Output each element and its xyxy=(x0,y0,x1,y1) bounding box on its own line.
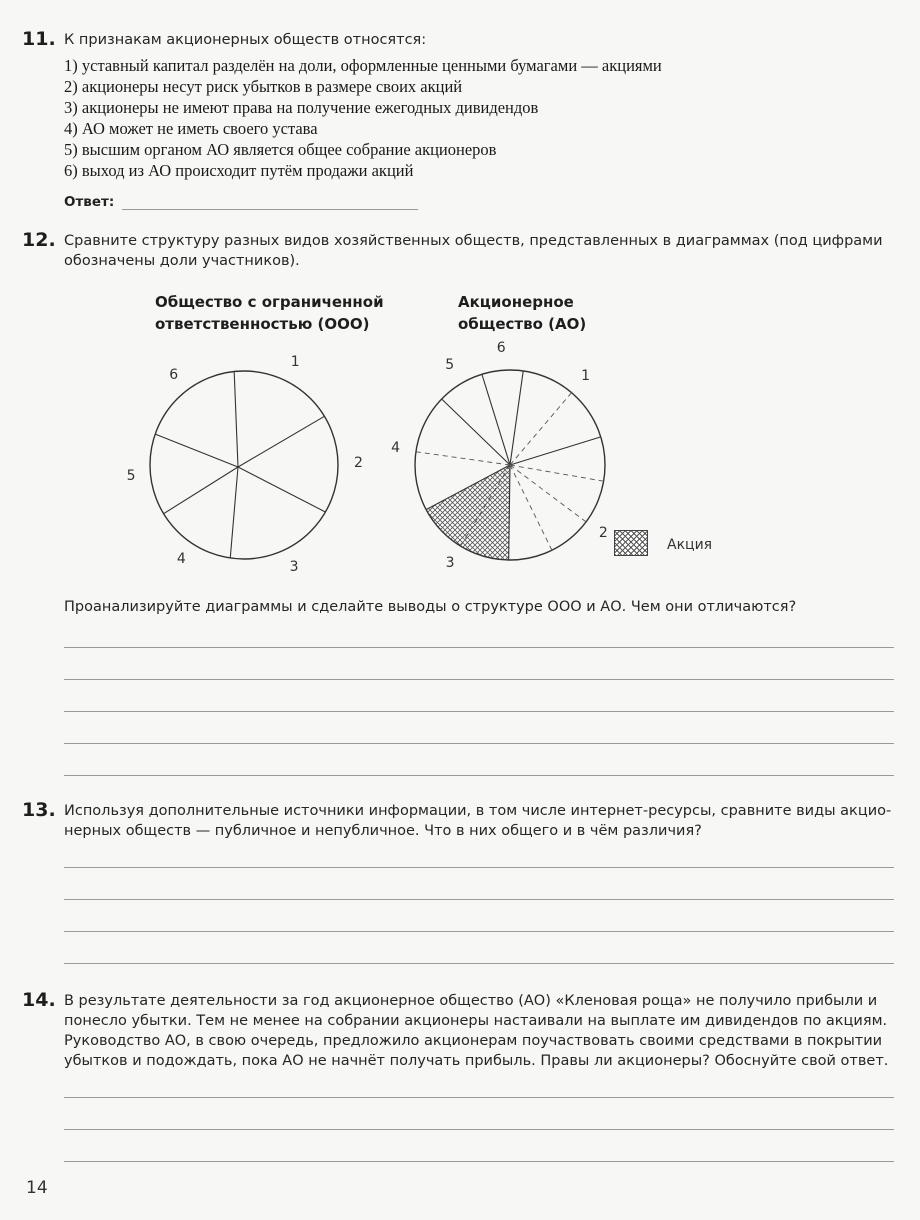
q11-option-1: 1) уставный капитал разделён на доли, оформленные ценными бумагами — акциями xyxy=(64,56,662,75)
ao-diagram-title-line1: Акционерное xyxy=(458,293,574,311)
answer-line[interactable] xyxy=(64,963,894,964)
ao-pie-label-2: 2 xyxy=(598,525,608,542)
question-12-analysis-prompt: Проанализируйте диаграммы и сделайте выводы о структуре ООО и АО. Чем они отличаются? xyxy=(64,599,797,615)
ooo-pie-label-6: 6 xyxy=(169,366,179,383)
answer-line[interactable] xyxy=(64,867,894,868)
ooo-diagram-title-line2: ответственностью (ООО) xyxy=(155,315,370,333)
ao-pie-share-divider xyxy=(510,393,572,465)
answer-line[interactable] xyxy=(64,899,894,900)
ooo-pie-slice-boundary-1 xyxy=(234,372,238,467)
ao-pie-label-6: 6 xyxy=(496,340,506,357)
question-14-text-line2: понесло убытки. Тем не менее на собрании акционеры настаивали на выплате им дивидендов по акциям. xyxy=(64,1013,888,1029)
ao-pie-label-1: 1 xyxy=(581,367,591,384)
ooo-pie-label-5: 5 xyxy=(126,467,136,484)
share-legend-text: Акция xyxy=(667,537,713,553)
ao-pie-label-5: 5 xyxy=(445,357,455,374)
q11-option-6: 6) выход из АО происходит путём продажи акций xyxy=(64,161,414,180)
ao-pie-share-divider xyxy=(510,465,586,522)
answer-line[interactable] xyxy=(64,743,894,744)
answer-line[interactable] xyxy=(64,711,894,712)
ooo-pie-label-1: 1 xyxy=(290,353,300,370)
page-number: 14 xyxy=(26,1178,48,1198)
ooo-pie-slice-boundary-2 xyxy=(238,416,324,467)
q11-answer-label: Ответ: xyxy=(64,194,115,210)
ao-pie-slice-boundary-1 xyxy=(510,371,523,465)
ao-diagram-title-line2: общество (АО) xyxy=(458,315,587,333)
answer-line[interactable] xyxy=(64,1161,894,1162)
question-13-number: 13. xyxy=(22,799,56,821)
question-13-text-line1: Используя дополнительные источники информации, в том числе интернет-ресурсы, сравните виды акцио- xyxy=(64,803,892,819)
share-legend-swatch xyxy=(614,530,648,556)
question-11-text: К признакам акционерных обществ относятся: xyxy=(64,32,427,48)
ooo-pie-slice-boundary-6 xyxy=(155,434,238,467)
ao-pie-slice-3-share xyxy=(426,465,510,560)
ao-pie-label-3: 3 xyxy=(445,555,455,571)
question-14-text-line4: убытков и подождать, пока АО не начнёт получать прибыль. Правы ли акционеры? Обоснуйте свой ответ. xyxy=(64,1053,889,1069)
answer-line[interactable] xyxy=(64,647,894,648)
q11-option-3: 3) акционеры не имеют права на получение ежегодных дивидендов xyxy=(64,98,539,117)
question-14-number: 14. xyxy=(22,989,56,1011)
ao-pie-share-divider xyxy=(510,465,552,550)
answer-line[interactable] xyxy=(64,775,894,776)
ooo-pie-label-3: 3 xyxy=(289,558,299,575)
ooo-pie-label-4: 4 xyxy=(176,550,186,567)
answer-line[interactable] xyxy=(64,1129,894,1130)
answer-line[interactable] xyxy=(64,1097,894,1098)
q11-option-5: 5) высшим органом АО является общее собрание акционеров xyxy=(64,140,497,159)
question-11-number: 11. xyxy=(22,28,56,50)
question-13-text-line2: нерных обществ — публичное и непубличное. Что в них общего и в чём различия? xyxy=(64,823,702,839)
ooo-diagram-title-line1: Общество с ограниченной xyxy=(155,293,384,311)
question-12-text-line2: обозначены доли участников). xyxy=(64,253,300,269)
ooo-pie-slice-boundary-4 xyxy=(230,467,238,558)
ooo-pie-slice-boundary-5 xyxy=(164,467,238,514)
answer-line[interactable] xyxy=(64,679,894,680)
ooo-pie-circle xyxy=(150,371,338,559)
question-14-text-line1: В результате деятельности за год акционерное общество (АО) «Кленовая роща» не получило прибыли и xyxy=(64,993,878,1009)
ao-pie-slice-boundary-2 xyxy=(510,437,601,465)
question-12-number: 12. xyxy=(22,229,56,251)
ao-pie-share-divider xyxy=(416,452,510,465)
ooo-pie-label-2: 2 xyxy=(353,454,363,471)
answer-line[interactable] xyxy=(64,931,894,932)
question-12-text-line1: Сравните структуру разных видов хозяйственных обществ, представленных в диаграммах (под цифрами xyxy=(64,233,883,249)
q11-option-4: 4) АО может не иметь своего устава xyxy=(64,119,318,138)
question-14-text-line3: Руководство АО, в свою очередь, предложило акционерам поучаствовать своими средствами в покрытии xyxy=(64,1033,883,1049)
ao-pie-share-divider xyxy=(510,465,604,481)
q11-option-2: 2) акционеры несут риск убытков в размере своих акций xyxy=(64,77,463,96)
ooo-pie-slice-boundary-3 xyxy=(238,467,325,512)
ao-pie-label-4: 4 xyxy=(391,439,401,456)
